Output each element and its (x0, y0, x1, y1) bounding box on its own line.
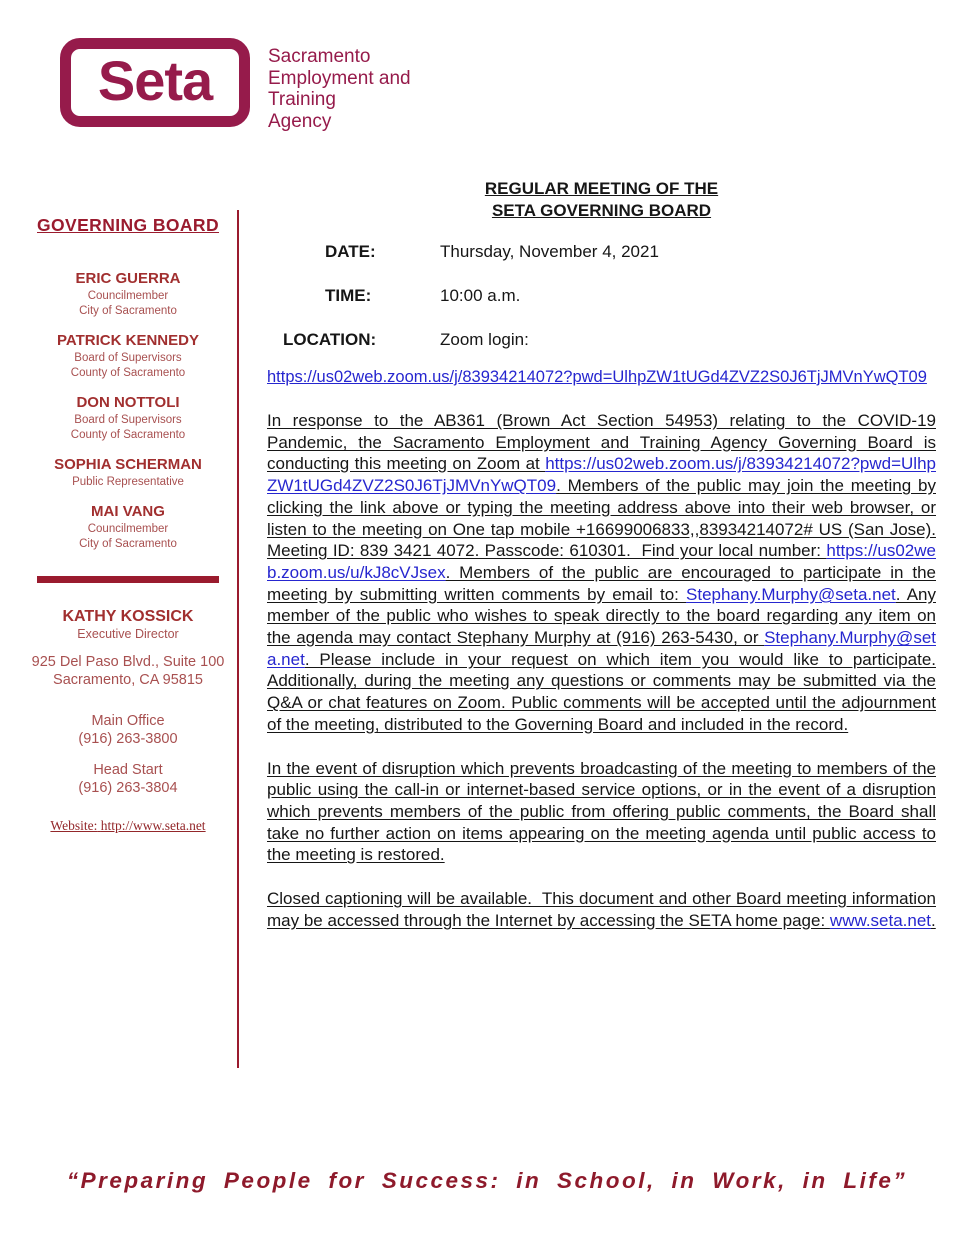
board-member (22, 332, 234, 381)
agency-name (268, 46, 411, 132)
agency-name-line: Training (268, 89, 336, 110)
body-paragraphs (267, 410, 936, 931)
board-member-name: SOPHIA SCHERMAN (54, 456, 202, 473)
inline-link[interactable]: www.seta.net (829, 910, 932, 930)
inline-link[interactable]: Stephany.Murphy@seta.net (686, 584, 896, 604)
meeting-title (267, 178, 936, 222)
paragraph-text: Closed captioning will be available. This document and other Board meeting information may be accessed through the Internet by accessing the SETA home page: (267, 889, 936, 930)
contact-phone: (916) 263-3800 (78, 731, 178, 747)
agency-name-line: Agency (268, 110, 332, 132)
board-member-role: Councilmember (87, 523, 169, 535)
time-value: 10:00 a.m. (440, 286, 521, 305)
paragraph-text: . (931, 910, 936, 930)
paragraph-text: . Members of the public may join the meeting by clicking the link above or typing the meeting address above into their web browser, or listen to the meeting on One tap mobile +16699006833,,83934214072# US (San Jose). Meeting ID: 839 3421 4072. Passcode: 610301. Find your local number: (267, 476, 936, 561)
location-label: LOCATION: (283, 330, 377, 349)
paragraph (267, 758, 936, 867)
meeting-title-line: REGULAR MEETING OF THE (484, 179, 719, 198)
contact-label: Main Office (91, 713, 165, 729)
contact-label: Head Start (93, 762, 163, 778)
paragraph-text: . Please include in your request on which item you would like to participate. Additionally, during the meeting any questions or comments may be submitted via the Q&A or chat features on Zoom. Public comments will be accepted until the adjournment of the meeting, distributed to the Governing Board and included in the record. (267, 649, 936, 734)
board-member-role: Board of Supervisors (74, 414, 182, 426)
paragraph-text: In response to the AB361 (Brown Act Section 54953) relating to the COVID-19 Pandemic, the Sacramento Employment and Training Agency Governing Board is conducting this meeting on Zoom at (267, 411, 936, 474)
meeting-meta (267, 242, 936, 350)
paragraph-text: . Any member of the public who wishes to speak directly to the board regarding any item on the agenda may contact Stephany Murphy at (916) 263-5430, or (267, 584, 936, 648)
board-member-role: County of Sacramento (70, 367, 186, 379)
zoom-login-link[interactable]: https://us02web.zoom.us/j/83934214072?pwd=UlhpZW1tUGd4ZVZ2S0J6TjJMVnYwQT09 (267, 368, 927, 386)
contact-head-start (22, 761, 234, 797)
date-label: DATE: (325, 242, 376, 261)
contact-phone: (916) 263-3804 (78, 780, 178, 796)
address-line: 925 Del Paso Blvd., Suite 100 (31, 654, 225, 670)
meta-location-row (267, 330, 936, 350)
board-member-role: City of Sacramento (79, 538, 177, 550)
director-title: Executive Director (77, 627, 179, 641)
paragraph-text: . Members of the public are encouraged to participate in the meeting by submitting written comments by email to: (267, 562, 936, 604)
board-member-role: City of Sacramento (79, 305, 177, 317)
board-members (22, 270, 234, 552)
seta-logo-wordmark: Seta (97, 48, 213, 112)
agency-address (22, 653, 234, 689)
paragraph (267, 888, 936, 931)
board-member-name: PATRICK KENNEDY (57, 332, 199, 349)
sidebar (22, 215, 234, 834)
board-member-role: Board of Supervisors (74, 352, 182, 364)
website-link[interactable]: http://www.seta.net (100, 818, 206, 833)
main-content (267, 178, 936, 953)
date-value: Thursday, November 4, 2021 (440, 242, 659, 261)
time-label: TIME: (325, 286, 372, 305)
director-name: KATHY KOSSICK (62, 608, 194, 625)
meta-time-row (267, 286, 936, 306)
board-member-name: MAI VANG (91, 503, 165, 520)
inline-link[interactable]: https://us02web.zoom.us/j/83934214072?pwd=UlhpZW1tUGd4ZVZ2S0J6TjJMVnYwQT09 (267, 454, 936, 496)
meeting-title-line: SETA GOVERNING BOARD (491, 201, 712, 220)
board-member (22, 394, 234, 443)
board-member-role: Councilmember (87, 290, 169, 302)
governing-board-heading: GOVERNING BOARD (37, 215, 219, 235)
board-member-name: DON NOTTOLI (76, 394, 180, 411)
board-member-name: ERIC GUERRA (75, 270, 181, 287)
address-line: Sacramento, CA 95815 (53, 672, 203, 688)
board-member-role: County of Sacramento (70, 429, 186, 441)
inline-link[interactable]: Stephany.Murphy@seta.net (267, 628, 936, 669)
paragraph-text: In the event of disruption which prevents broadcasting of the meeting to members of the public using the call-in or internet-based service options, or in the event of a disruption which prevents members of the public from offering public comments, the Board shall take no further action on items appearing on the meeting agenda until public access to the meeting is restored. (267, 758, 936, 865)
contact-main-office (22, 712, 234, 748)
inline-link[interactable]: https://us02web.zoom.us/u/kJ8cVJsex (267, 541, 936, 582)
seta-logo (60, 38, 250, 127)
paragraph (267, 410, 936, 736)
sidebar-rule (37, 576, 219, 583)
board-member-role: Public Representative (72, 476, 184, 488)
meta-date-row (267, 242, 936, 262)
agency-name-line: Sacramento (268, 46, 371, 67)
board-member (22, 503, 234, 552)
footer-tagline: “Preparing People for Success: in School, in Work, in Life” (66, 1168, 908, 1193)
agency-name-line: Employment and (268, 67, 411, 89)
board-member (22, 270, 234, 319)
website-label: Website: (50, 818, 98, 833)
location-value: Zoom login: (440, 330, 529, 349)
website-line (22, 818, 234, 834)
board-member (22, 456, 234, 490)
vertical-divider (237, 210, 239, 1068)
